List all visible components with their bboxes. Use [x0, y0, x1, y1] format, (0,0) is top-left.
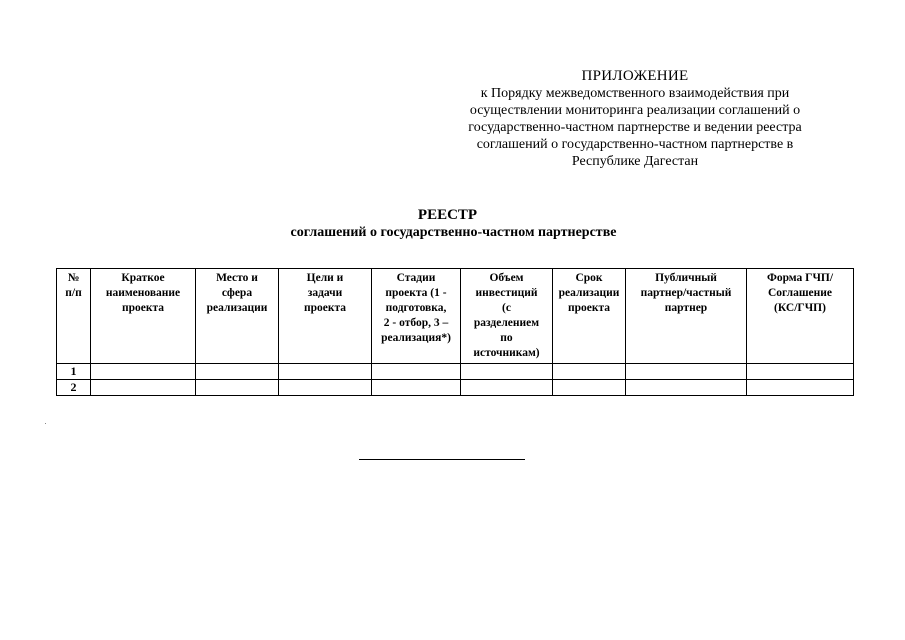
column-header — [279, 269, 372, 364]
row-number-cell: 2 — [57, 380, 91, 396]
registry-subtitle: соглашений о государственно-частном партнерстве — [290, 225, 617, 240]
column-header — [461, 269, 553, 364]
registry-table — [56, 268, 854, 396]
column-header — [91, 269, 196, 364]
column-header — [747, 269, 854, 364]
appendix-line: государственно-частном партнерстве и ведении реестра — [468, 120, 802, 135]
column-header-line: проекта — [303, 302, 347, 314]
column-header-line: Публичный — [655, 272, 717, 284]
table-cell — [626, 380, 747, 396]
column-header-line: по — [500, 332, 513, 344]
appendix-line: соглашений о государственно-частном партнерстве в — [476, 137, 794, 152]
table-header-row — [57, 269, 854, 364]
column-header-line: реализации — [206, 302, 268, 314]
column-header-line: Соглашение — [767, 287, 833, 299]
table-cell — [553, 380, 626, 396]
table-cell — [91, 364, 196, 380]
closing-divider — [359, 459, 525, 460]
column-header-line: подготовка, — [385, 302, 447, 314]
table-cell — [747, 380, 854, 396]
table-cell — [196, 364, 279, 380]
appendix-block — [440, 68, 830, 170]
table-row — [57, 380, 854, 396]
column-header — [372, 269, 461, 364]
table-row — [57, 364, 854, 380]
table-body — [57, 364, 854, 396]
column-header-line: источникам) — [473, 347, 540, 359]
column-header-line: Цели и — [306, 272, 344, 284]
table-cell — [91, 380, 196, 396]
table-cell — [461, 364, 553, 380]
column-header — [196, 269, 279, 364]
table-cell — [747, 364, 854, 380]
column-header-line: № — [67, 272, 80, 284]
scan-speck — [45, 423, 46, 424]
document-heading — [0, 206, 905, 242]
column-header-line: партнер/частный — [640, 287, 732, 299]
appendix-title: ПРИЛОЖЕНИЕ — [581, 68, 689, 84]
column-header-line: проекта — [121, 302, 165, 314]
appendix-line: осуществлении мониторинга реализации соглашений о — [469, 103, 801, 118]
appendix-line: Республике Дагестан — [571, 154, 699, 169]
column-header-line: Форма ГЧП/ — [766, 272, 834, 284]
column-header-line: инвестиций — [475, 287, 538, 299]
registry-title: РЕЕСТР — [417, 207, 478, 223]
column-header-line: реализации — [558, 287, 620, 299]
column-header-line: реализация*) — [381, 332, 451, 344]
table-cell — [372, 364, 461, 380]
column-header-line: сфера — [221, 287, 253, 299]
table-cell — [279, 380, 372, 396]
column-header-line: Стадии — [396, 272, 436, 284]
column-header-line: наименование — [105, 287, 181, 299]
column-header-line: п/п — [65, 287, 82, 299]
table-cell — [461, 380, 553, 396]
column-header-line: Срок — [575, 272, 603, 284]
column-header-line: проекта (1 - — [385, 287, 447, 299]
column-header-line: (с — [502, 302, 511, 314]
table-cell — [279, 364, 372, 380]
column-header-line: партнер — [664, 302, 708, 314]
column-header — [57, 269, 91, 364]
column-header — [626, 269, 747, 364]
appendix-line: к Порядку межведомственного взаимодействия при — [480, 86, 790, 101]
column-header-line: разделением — [473, 317, 540, 329]
column-header-line: Место и — [216, 272, 258, 284]
table-cell — [372, 380, 461, 396]
row-number-cell: 1 — [57, 364, 91, 380]
table-cell — [626, 364, 747, 380]
column-header — [553, 269, 626, 364]
table-cell — [553, 364, 626, 380]
column-header-line: Объем — [489, 272, 524, 284]
table-cell — [196, 380, 279, 396]
column-header-line: задачи — [307, 287, 343, 299]
column-header-line: Краткое — [121, 272, 165, 284]
column-header-line: проекта — [567, 302, 611, 314]
column-header-line: (КС/ГЧП) — [774, 302, 826, 314]
column-header-line: 2 - отбор, 3 – — [383, 317, 449, 329]
